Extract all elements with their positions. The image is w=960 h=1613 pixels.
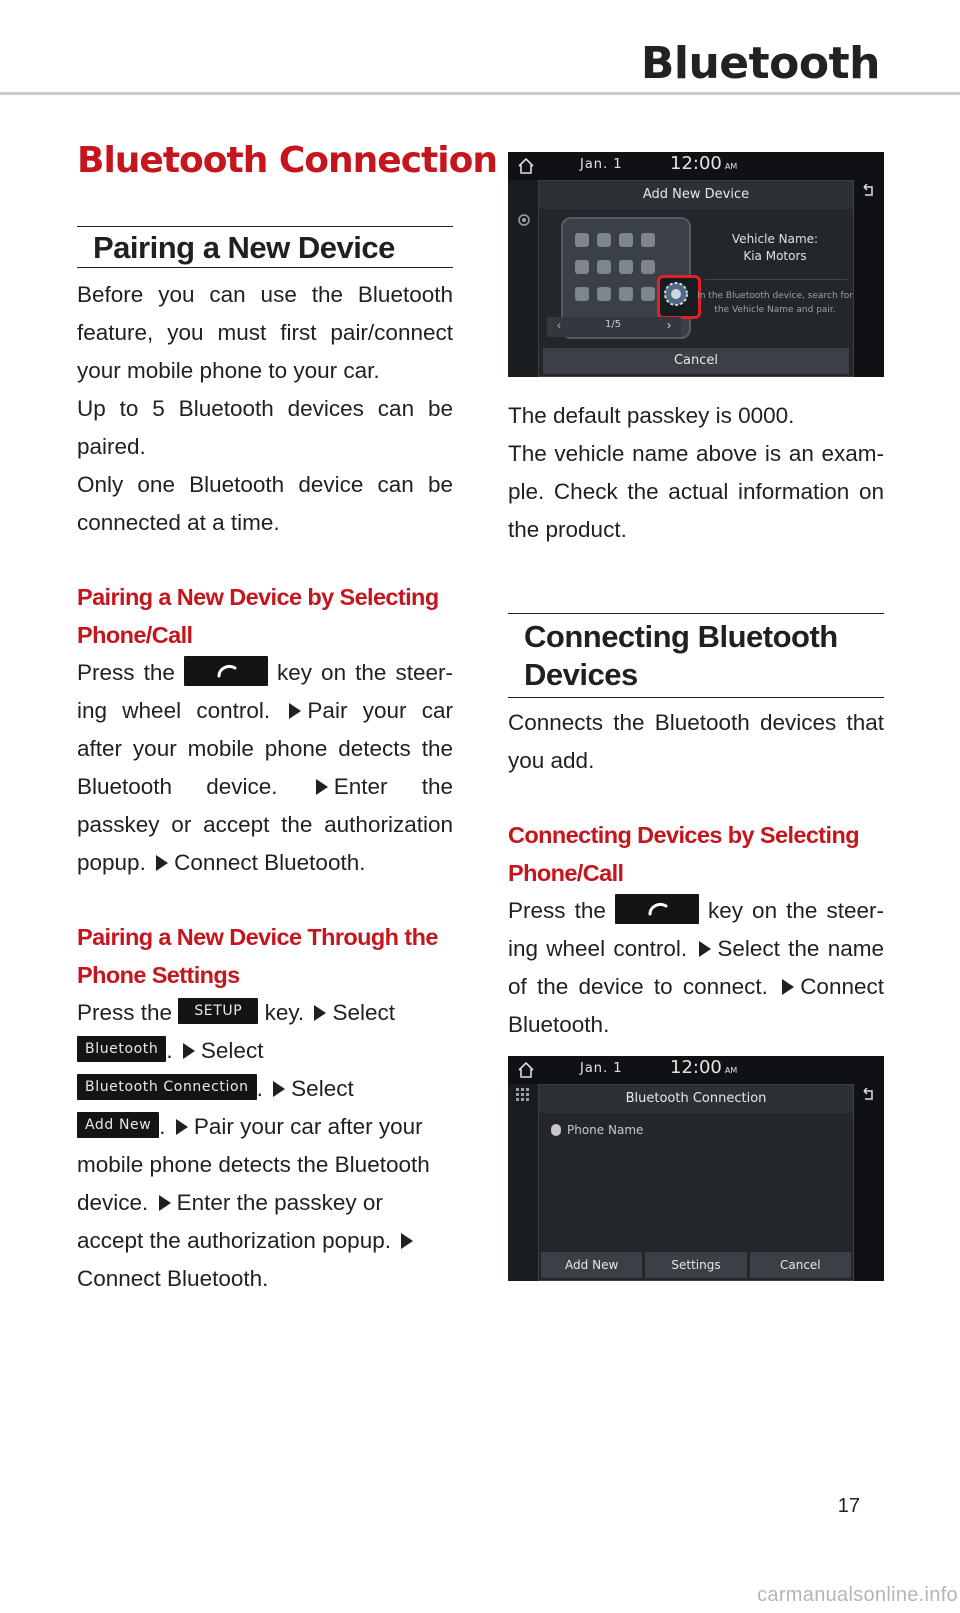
step-text: key. xyxy=(264,1000,305,1025)
connecting-by-phone-steps xyxy=(508,892,884,1044)
vehicle-name-value: Kia Motors xyxy=(743,249,807,263)
heading-connecting-bluetooth-devices: Connecting Bluetooth Devices xyxy=(508,613,884,698)
bluetooth-icon xyxy=(551,1124,561,1136)
phone-name-label: Phone Name xyxy=(567,1123,644,1137)
step-text: Connect Bluetooth. xyxy=(77,1266,269,1291)
setup-key: SETUP xyxy=(178,998,258,1024)
gear-icon xyxy=(516,212,532,228)
arrow-right-icon xyxy=(782,979,794,995)
step-text: Connect Bluetooth. xyxy=(174,850,366,875)
arrow-right-icon xyxy=(156,855,168,871)
device-list-item[interactable] xyxy=(551,1123,643,1137)
step-text: Enter the passkey or accept the authorization popup. xyxy=(77,1190,391,1253)
home-icon xyxy=(516,156,536,176)
step-text: Pair your car after your mobile phone detects the Bluetooth device. xyxy=(77,698,453,799)
intro-paragraph-2: Up to 5 Bluetooth devices can be paired. xyxy=(77,396,453,459)
subheading-connecting-by-phone: Connecting Devices by Selecting Phone/Call xyxy=(508,822,859,886)
step-text: . xyxy=(256,1076,263,1101)
chevron-right-icon[interactable]: › xyxy=(667,318,671,332)
left-column xyxy=(77,140,497,1298)
watermark: carmanualsonline.info xyxy=(757,1584,958,1606)
step-text: Select the name of the device to connect. xyxy=(508,936,884,999)
time-label xyxy=(670,1057,737,1078)
step-text: Connect Bluetooth. xyxy=(508,974,884,1037)
time-value: 12:00 xyxy=(670,153,722,174)
page-number: 17 xyxy=(837,1495,860,1517)
phone-call-key-icon xyxy=(184,656,268,686)
back-icon[interactable] xyxy=(860,184,876,198)
subheading-pairing-by-phone: Pairing a New Device by Selecting Phone/Call xyxy=(77,584,439,648)
time-label xyxy=(670,153,737,174)
panel-title: Bluetooth Connection xyxy=(539,1085,853,1113)
ampm-label: AM xyxy=(724,162,738,171)
date-label: Jan. 1 xyxy=(580,1061,623,1076)
arrow-right-icon xyxy=(316,779,328,795)
pairing-hint: In the Bluetooth device, search for the Vehicle Name and pair. xyxy=(697,291,853,315)
ampm-label: AM xyxy=(724,1066,738,1075)
bluetooth-key: Bluetooth xyxy=(77,1036,166,1062)
vehicle-name xyxy=(715,231,835,265)
subheading-pairing-by-settings: Pairing a New Device Through the Phone Settings xyxy=(77,924,438,988)
arrow-right-icon xyxy=(699,941,711,957)
step-text: Press the xyxy=(508,898,606,923)
status-bar xyxy=(508,152,884,180)
step-text: Pair your car after your mobile phone detects the Bluetooth device. xyxy=(77,1114,430,1215)
heading-pairing-new-device: Pairing a New Device xyxy=(77,226,453,268)
note-default-passkey: The default passkey is 0000. xyxy=(508,403,795,428)
page-header-title: Bluetooth xyxy=(640,38,880,89)
time-value: 12:00 xyxy=(670,1057,722,1078)
step-text: Press the xyxy=(77,660,175,685)
intro-paragraph-3: Only one Bluetooth device can be connected at a time. xyxy=(77,472,453,535)
screen-sidebar xyxy=(508,180,538,377)
arrow-right-icon xyxy=(183,1043,195,1059)
add-new-key: Add New xyxy=(77,1112,159,1138)
add-new-device-panel xyxy=(538,180,854,377)
chevron-left-icon[interactable]: ‹ xyxy=(557,318,561,332)
bluetooth-connection-panel xyxy=(538,1084,854,1281)
cancel-button[interactable]: Cancel xyxy=(543,348,849,374)
settings-button[interactable]: Settings xyxy=(645,1252,746,1278)
arrow-right-icon xyxy=(273,1081,285,1097)
arrow-right-icon xyxy=(289,703,301,719)
vehicle-name-label: Vehicle Name: xyxy=(731,232,819,246)
home-icon xyxy=(516,1060,536,1080)
action-buttons xyxy=(541,1252,851,1278)
step-text: Select xyxy=(291,1076,354,1101)
step-text: Press the xyxy=(77,1000,173,1025)
cancel-button[interactable]: Cancel xyxy=(750,1252,851,1278)
step-text: key on the steer-ing wheel control. xyxy=(508,898,884,961)
divider xyxy=(705,279,847,280)
step-text: key on the steer-ing wheel control. xyxy=(77,660,453,723)
right-column xyxy=(508,152,884,1281)
add-new-button[interactable]: Add New xyxy=(541,1252,642,1278)
add-new-device-screen xyxy=(508,152,884,377)
step-text: . xyxy=(166,1038,173,1063)
pager[interactable] xyxy=(547,317,681,337)
step-text: Enter the passkey or accept the authorization popup. xyxy=(77,774,453,875)
screen-sidebar xyxy=(508,1084,538,1281)
phone-call-key-icon xyxy=(615,894,699,924)
step-text: Select xyxy=(200,1038,264,1063)
grid-menu-icon[interactable] xyxy=(516,1088,530,1102)
pairing-by-settings-steps xyxy=(77,994,453,1298)
section-title: Bluetooth Connection xyxy=(77,140,497,181)
pager-label: 1/5 xyxy=(605,319,622,330)
bluetooth-connection-key: Bluetooth Connection xyxy=(77,1074,257,1100)
back-icon[interactable] xyxy=(860,1088,876,1102)
note-vehicle-name: The vehicle name above is an exam-ple. Check the actual information on the product. xyxy=(508,441,884,542)
panel-title: Add New Device xyxy=(539,181,853,209)
step-text: Select xyxy=(332,1000,395,1025)
arrow-right-icon xyxy=(176,1119,188,1135)
date-label: Jan. 1 xyxy=(580,157,623,172)
arrow-right-icon xyxy=(401,1233,413,1249)
bluetooth-connection-screen xyxy=(508,1056,884,1281)
intro-paragraph-1: Before you can use the Bluetooth feature, you must first pair/connect your mobile phone to your car. xyxy=(77,282,453,383)
header-rule xyxy=(0,92,960,95)
connecting-intro: Connects the Bluetooth devices that you add. xyxy=(508,710,884,773)
arrow-right-icon xyxy=(159,1195,171,1211)
status-bar xyxy=(508,1056,884,1084)
step-text: . xyxy=(159,1114,166,1139)
pairing-by-phone-steps xyxy=(77,654,453,882)
arrow-right-icon xyxy=(314,1005,326,1021)
